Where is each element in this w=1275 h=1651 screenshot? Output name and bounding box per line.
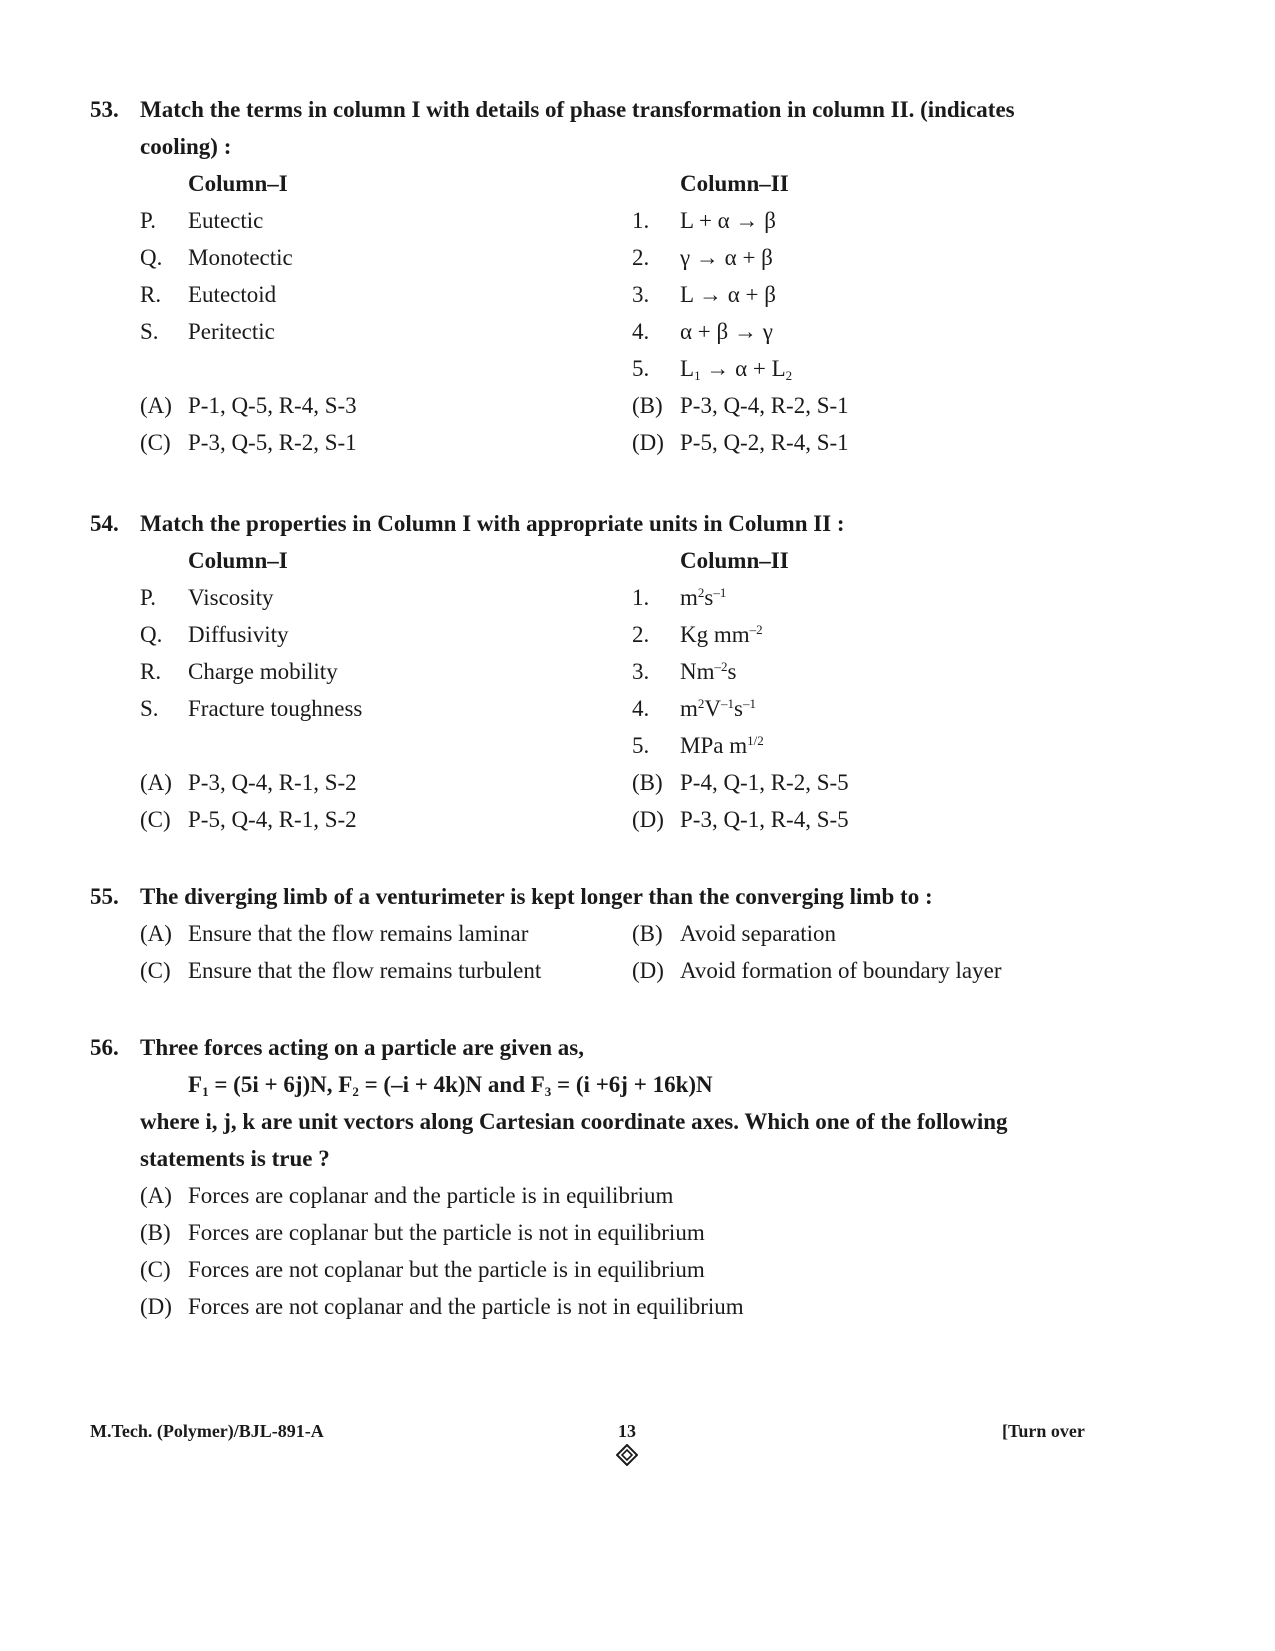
q56-stem-line1: Three forces acting on a particle are given as, — [140, 1035, 584, 1060]
q54-col1-text: Viscosity — [188, 585, 274, 610]
force-subscript: 2 — [352, 1084, 359, 1099]
q55-option-text: Ensure that the flow remains turbulent — [188, 958, 542, 983]
q55-option-key: (B) — [632, 921, 663, 946]
q55-option-key: (C) — [140, 958, 171, 983]
force-value: = (–i + 4k)N and — [358, 1072, 531, 1097]
q53-stem-line2: cooling) : — [140, 134, 232, 159]
q54-col2-key: 4. — [632, 696, 650, 721]
formula-part: L — [680, 356, 695, 381]
q54-col2-key: 5. — [632, 733, 650, 758]
q56-option-text: Forces are coplanar and the particle is in equilibrium — [188, 1183, 674, 1208]
q54-col1-header: Column–I — [188, 548, 288, 573]
unit-part: MPa m — [680, 733, 748, 758]
q55-number: 55. — [90, 884, 119, 909]
q55-stem: The diverging limb of a venturimeter is kept longer than the converging limb to : — [140, 884, 933, 909]
q53-option-key: (C) — [140, 430, 171, 455]
footer-page-number: 13 — [618, 1421, 636, 1441]
q53-col2-key: 5. — [632, 356, 650, 381]
q55-option-text: Ensure that the flow remains laminar — [188, 921, 529, 946]
formula-part: → α + L — [700, 356, 786, 381]
force-value: = (5i + 6j)N, — [208, 1072, 339, 1097]
q55-option-text: Avoid formation of boundary layer — [680, 958, 1002, 983]
unit-exponent: –2 — [714, 659, 728, 674]
unit-exponent: 2 — [697, 696, 705, 711]
unit-part: V — [704, 696, 722, 721]
force-subscript: 3 — [544, 1084, 552, 1099]
formula-subscript: 2 — [785, 368, 793, 383]
q53-col1-key: P. — [140, 208, 156, 233]
q54-option-text: P-4, Q-1, R-2, S-5 — [680, 770, 849, 795]
q54-col1-text: Diffusivity — [188, 622, 289, 647]
q54-stem: Match the properties in Column I with appropriate units in Column II : — [140, 511, 845, 536]
q56-forces-equation — [188, 1071, 713, 1099]
q54-option-text: P-3, Q-1, R-4, S-5 — [680, 807, 849, 832]
q53-number: 53. — [90, 97, 119, 122]
q56-option-key: (C) — [140, 1257, 171, 1282]
q53-col1-text: Monotectic — [188, 245, 293, 270]
q56-stem-line3: where i, j, k are unit vectors along Cartesian coordinate axes. Which one of the following — [140, 1109, 1008, 1134]
q54-col1-key: Q. — [140, 622, 163, 647]
q53-col2-key: 4. — [632, 319, 650, 344]
unit-part: m — [680, 585, 698, 610]
q54-col2-header: Column–II — [680, 548, 789, 573]
q53-col1-key: S. — [140, 319, 159, 344]
q53-col2-text: α + β → γ — [680, 319, 773, 344]
q53-option-text: P-1, Q-5, R-4, S-3 — [188, 393, 357, 418]
q54-col2-unit — [680, 658, 736, 686]
q54-col2-unit — [680, 584, 726, 612]
q54-col1-text: Charge mobility — [188, 659, 338, 684]
q54-option-text: P-5, Q-4, R-1, S-2 — [188, 807, 357, 832]
q54-col2-unit — [680, 732, 764, 760]
force-value: = (i +6j + 16k)N — [551, 1072, 713, 1097]
q53-col1-text: Eutectoid — [188, 282, 277, 307]
q53-option-key: (B) — [632, 393, 663, 418]
q54-col2-unit — [680, 621, 763, 649]
q53-option-text: P-3, Q-4, R-2, S-1 — [680, 393, 849, 418]
force-label: F — [188, 1072, 203, 1097]
q53-col1-text: Peritectic — [188, 319, 275, 344]
q53-option-key: (A) — [140, 393, 172, 418]
q53-col1-key: Q. — [140, 245, 163, 270]
q56-option-text: Forces are not coplanar but the particle is in equilibrium — [188, 1257, 705, 1282]
q54-col1-text: Fracture toughness — [188, 696, 363, 721]
q54-col1-key: R. — [140, 659, 162, 684]
q53-col2-text: L → α + β — [680, 282, 776, 307]
force-label: F — [530, 1072, 545, 1097]
q56-option-key: (A) — [140, 1183, 172, 1208]
q53-option-text: P-5, Q-2, R-4, S-1 — [680, 430, 849, 455]
q55-option-key: (A) — [140, 921, 172, 946]
q54-col2-key: 3. — [632, 659, 650, 684]
q53-option-key: (D) — [632, 430, 664, 455]
unit-exponent: 2 — [697, 585, 705, 600]
q54-option-key: (B) — [632, 770, 663, 795]
q54-col2-unit — [680, 695, 756, 723]
unit-exponent: –1 — [742, 696, 756, 711]
q54-option-key: (C) — [140, 807, 171, 832]
unit-part: m — [680, 696, 698, 721]
q53-col2-header: Column–II — [680, 171, 789, 196]
q53-col2-key: 2. — [632, 245, 650, 270]
unit-part: Kg mm — [680, 622, 750, 647]
q54-col1-key: P. — [140, 585, 156, 610]
q55-option-key: (D) — [632, 958, 664, 983]
q54-option-text: P-3, Q-4, R-1, S-2 — [188, 770, 357, 795]
q54-col1-key: S. — [140, 696, 159, 721]
q54-option-key: (D) — [632, 807, 664, 832]
q56-number: 56. — [90, 1035, 119, 1060]
unit-exponent: –1 — [713, 585, 727, 600]
footer-turn-over: [Turn over — [1002, 1421, 1085, 1441]
unit-part: Nm — [680, 659, 715, 684]
q56-option-key: (D) — [140, 1294, 172, 1319]
q53-col1-text: Eutectic — [188, 208, 264, 233]
q53-option-text: P-3, Q-5, R-2, S-1 — [188, 430, 357, 455]
unit-part: s — [704, 585, 714, 610]
unit-part: s — [727, 659, 737, 684]
q53-col1-header: Column–I — [188, 171, 288, 196]
q53-col2-key: 3. — [632, 282, 650, 307]
q53-col1-key: R. — [140, 282, 162, 307]
q53-col2-text: L + α → β — [680, 208, 776, 233]
q56-option-key: (B) — [140, 1220, 171, 1245]
unit-exponent: –1 — [721, 696, 735, 711]
q56-option-text: Forces are not coplanar and the particle is not in equilibrium — [188, 1294, 744, 1319]
force-subscript: 1 — [202, 1084, 209, 1099]
q54-col2-key: 2. — [632, 622, 650, 647]
unit-exponent: –2 — [749, 622, 763, 637]
q56-option-text: Forces are coplanar but the particle is not in equilibrium — [188, 1220, 705, 1245]
q55-option-text: Avoid separation — [680, 921, 837, 946]
diamond-ornament-icon — [616, 1444, 638, 1466]
q53-col2-text — [680, 355, 792, 383]
formula-subscript: 1 — [694, 368, 701, 383]
q54-number: 54. — [90, 511, 119, 536]
q53-col2-key: 1. — [632, 208, 650, 233]
q54-option-key: (A) — [140, 770, 172, 795]
footer-paper-code: M.Tech. (Polymer)/BJL-891-A — [90, 1421, 324, 1441]
q56-stem-line4: statements is true ? — [140, 1146, 330, 1171]
unit-exponent: 1/2 — [747, 733, 764, 748]
q53-col2-text: γ → α + β — [680, 245, 773, 270]
unit-part: s — [734, 696, 743, 721]
force-label: F — [338, 1072, 353, 1097]
q54-col2-key: 1. — [632, 585, 650, 610]
q53-stem-line1: Match the terms in column I with details of phase transformation in column II. (indicates — [140, 97, 1015, 122]
